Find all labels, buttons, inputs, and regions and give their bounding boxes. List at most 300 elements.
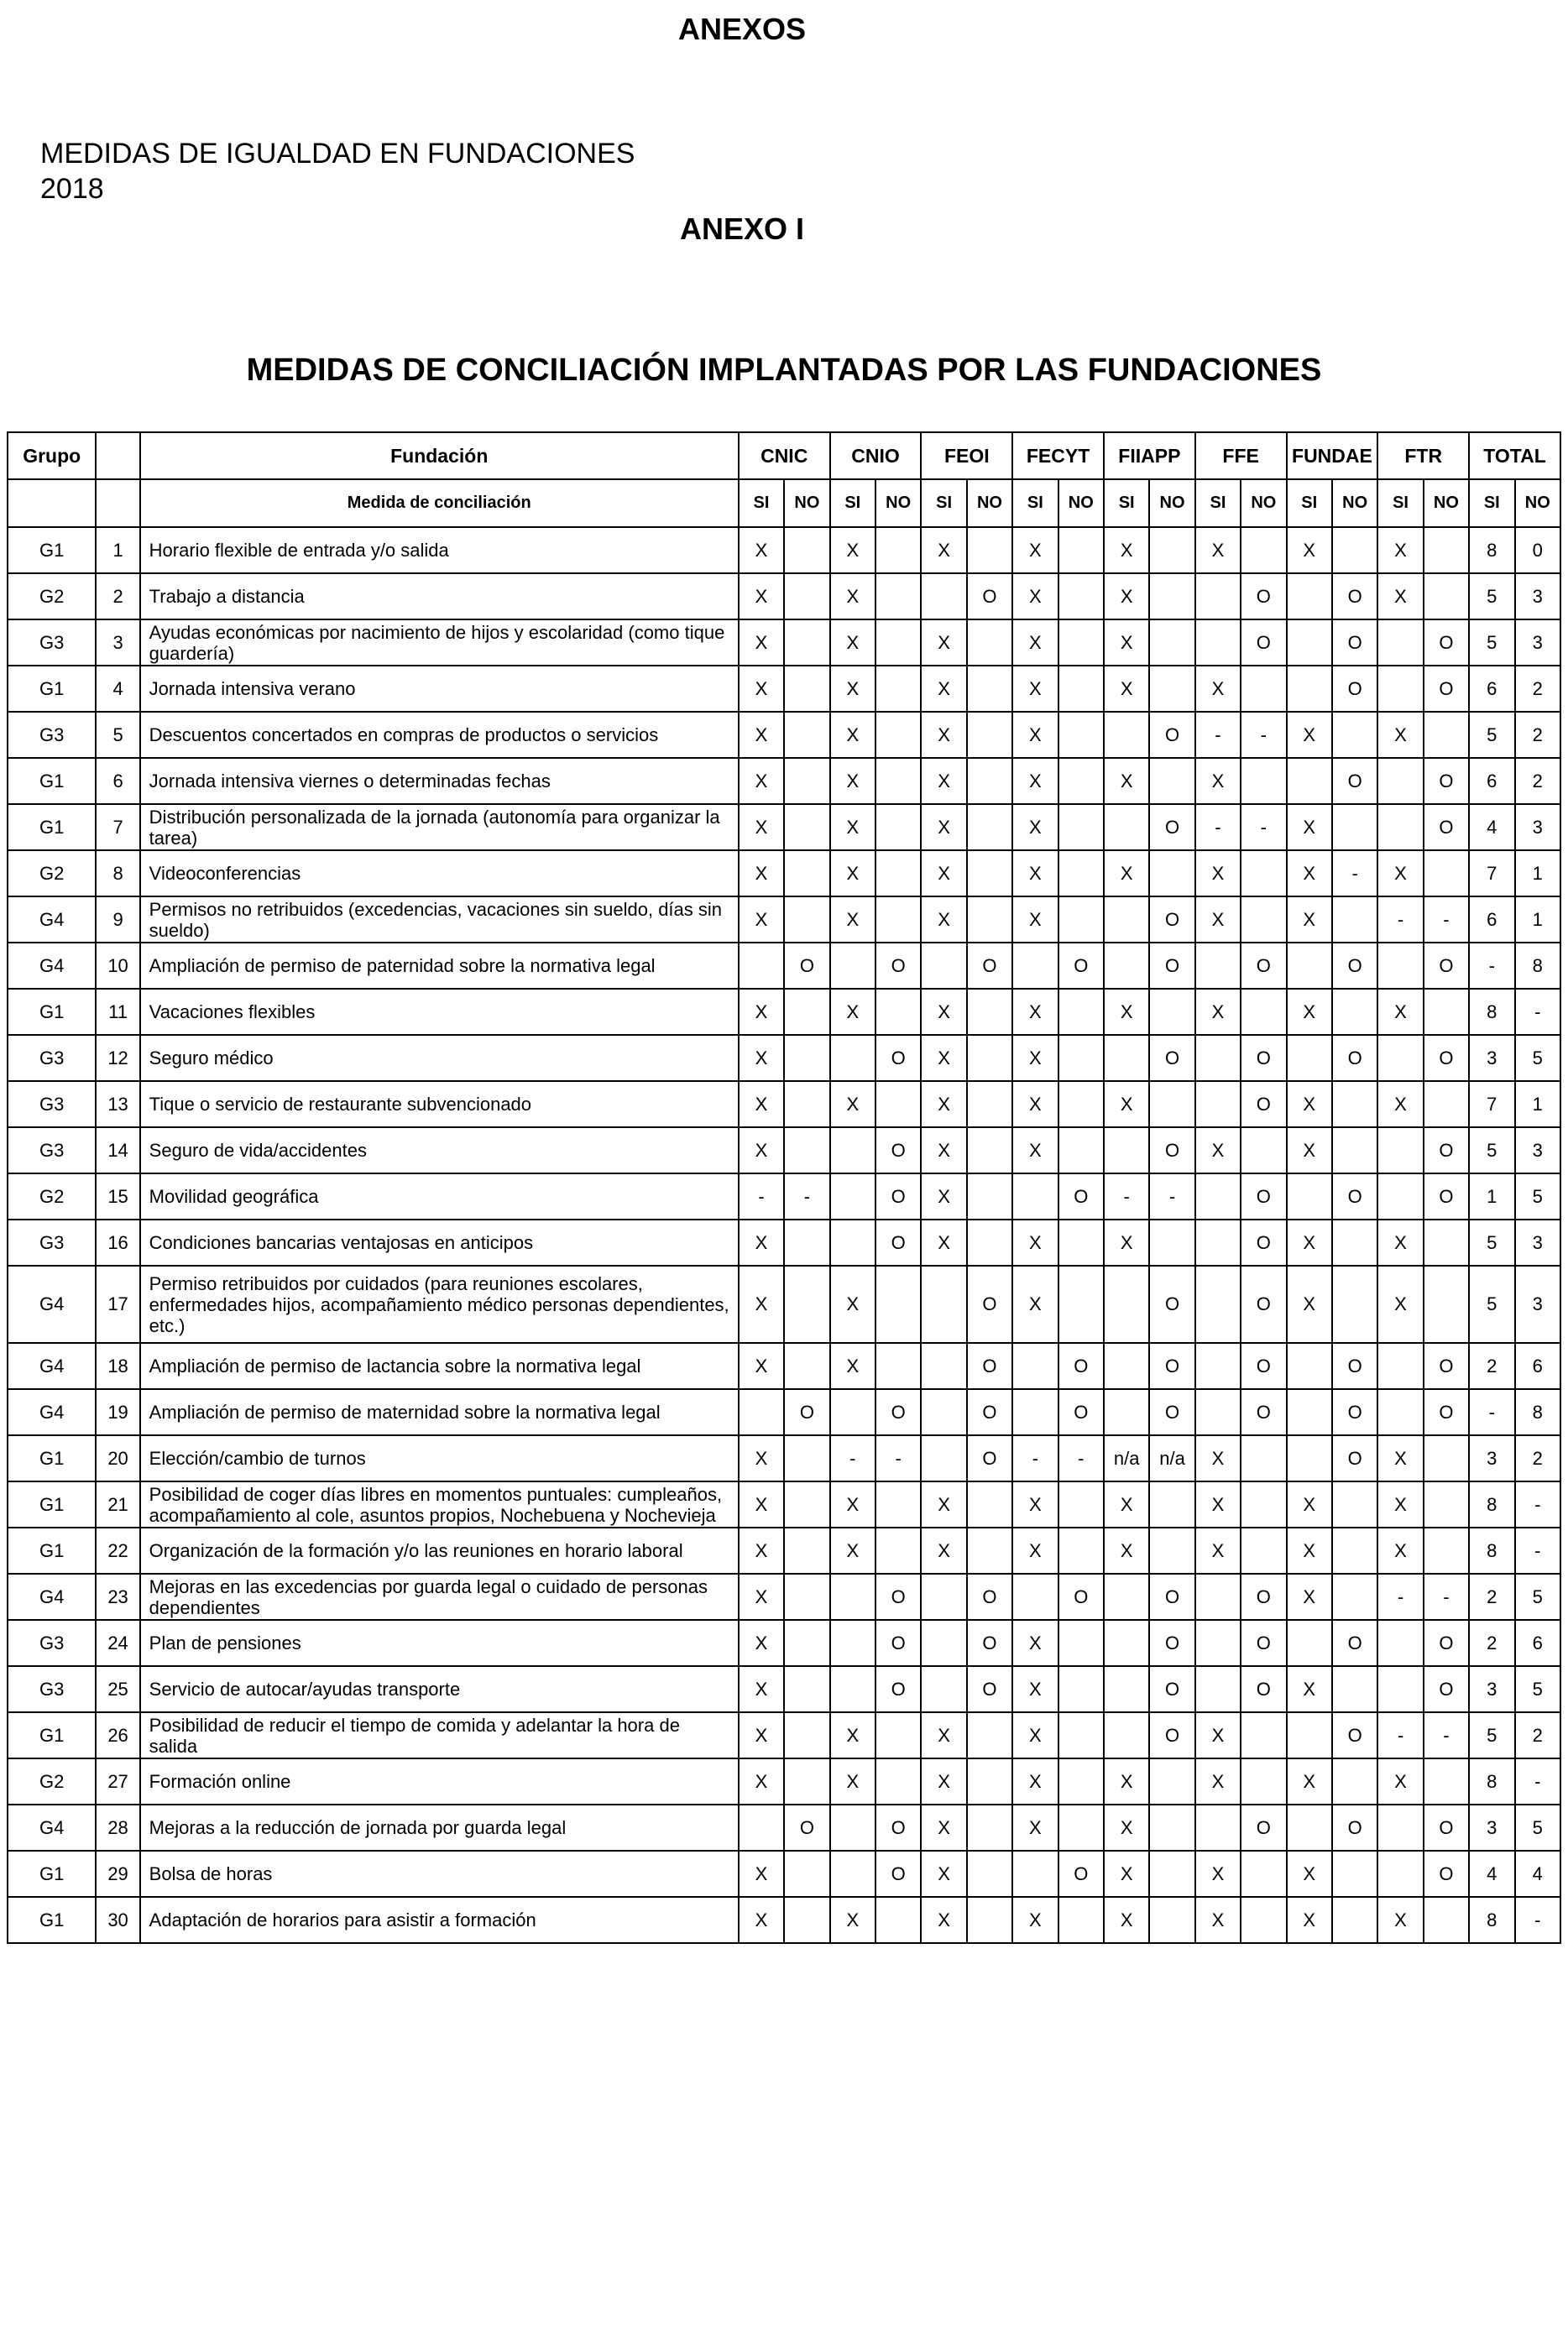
si-cell: X: [830, 1266, 875, 1343]
si-cell: [1195, 1220, 1241, 1266]
no-cell: O: [875, 1389, 921, 1435]
si-cell: [1104, 1389, 1149, 1435]
no-cell: 1: [1515, 896, 1561, 943]
measure-cell: Tique o servicio de restaurante subvencionado: [140, 1081, 739, 1127]
si-cell: X: [1012, 1712, 1058, 1758]
group-cell: G3: [8, 1127, 96, 1173]
number-cell: 16: [96, 1220, 139, 1266]
header-si: SI: [1287, 479, 1332, 527]
no-cell: [1149, 1481, 1194, 1528]
no-cell: 3: [1515, 1220, 1561, 1266]
no-cell: [1058, 712, 1104, 758]
no-cell: [875, 1528, 921, 1574]
si-cell: [1377, 1666, 1423, 1712]
si-cell: X: [1012, 1620, 1058, 1666]
no-cell: 3: [1515, 1127, 1561, 1173]
si-cell: [1104, 1620, 1149, 1666]
no-cell: O: [1058, 1173, 1104, 1220]
si-cell: X: [830, 1758, 875, 1805]
si-cell: X: [921, 1851, 966, 1897]
si-cell: X: [1377, 1081, 1423, 1127]
table-row: [8, 989, 1560, 1035]
measure-cell: Formación online: [140, 1758, 739, 1805]
si-cell: [1377, 1127, 1423, 1173]
table-row: [8, 1389, 1560, 1435]
si-cell: X: [1104, 1081, 1149, 1127]
si-cell: [830, 1127, 875, 1173]
si-cell: X: [1104, 989, 1149, 1035]
si-cell: X: [739, 1666, 784, 1712]
si-cell: [830, 1620, 875, 1666]
number-cell: 20: [96, 1435, 139, 1481]
no-cell: O: [1149, 896, 1194, 943]
header-no: NO: [1515, 479, 1561, 527]
no-cell: 5: [1515, 1035, 1561, 1081]
header-si: SI: [1377, 479, 1423, 527]
si-cell: X: [739, 1220, 784, 1266]
no-cell: [967, 758, 1012, 804]
si-cell: X: [739, 1574, 784, 1620]
si-cell: [739, 1805, 784, 1851]
table-row: [8, 896, 1560, 943]
no-cell: O: [1241, 619, 1286, 666]
si-cell: X: [1195, 758, 1241, 804]
no-cell: [784, 804, 829, 850]
group-cell: G4: [8, 1389, 96, 1435]
measure-cell: Movilidad geográfica: [140, 1173, 739, 1220]
si-cell: X: [1287, 1528, 1332, 1574]
measure-cell: Condiciones bancarias ventajosas en anticipos: [140, 1220, 739, 1266]
no-cell: O: [875, 1620, 921, 1666]
no-cell: -: [1241, 804, 1286, 850]
no-cell: [784, 1081, 829, 1127]
no-cell: [784, 712, 829, 758]
si-cell: X: [1104, 1220, 1149, 1266]
no-cell: 3: [1515, 804, 1561, 850]
si-cell: 8: [1469, 527, 1514, 573]
no-cell: [1058, 573, 1104, 619]
number-cell: 27: [96, 1758, 139, 1805]
no-cell: -: [1332, 850, 1377, 896]
number-cell: 25: [96, 1666, 139, 1712]
number-cell: 2: [96, 573, 139, 619]
si-cell: X: [1287, 1081, 1332, 1127]
si-cell: [921, 1620, 966, 1666]
si-cell: X: [1377, 1758, 1423, 1805]
si-cell: X: [739, 527, 784, 573]
no-cell: O: [1241, 1389, 1286, 1435]
no-cell: O: [1241, 1173, 1286, 1220]
si-cell: X: [739, 1851, 784, 1897]
no-cell: O: [967, 1666, 1012, 1712]
si-cell: -: [1469, 1389, 1514, 1435]
no-cell: [1058, 896, 1104, 943]
si-cell: X: [1195, 1435, 1241, 1481]
measure-cell: Videoconferencias: [140, 850, 739, 896]
si-cell: X: [1377, 1435, 1423, 1481]
si-cell: 5: [1469, 573, 1514, 619]
no-cell: [784, 758, 829, 804]
no-cell: [1149, 1851, 1194, 1897]
si-cell: X: [1195, 1712, 1241, 1758]
table-row: [8, 1266, 1560, 1343]
si-cell: X: [921, 1220, 966, 1266]
header-si: SI: [921, 479, 966, 527]
no-cell: [784, 1851, 829, 1897]
subtitle-year: 2018: [40, 173, 104, 205]
header-si: SI: [1012, 479, 1058, 527]
no-cell: O: [1241, 1220, 1286, 1266]
si-cell: X: [830, 1481, 875, 1528]
no-cell: [1424, 712, 1469, 758]
si-cell: [1377, 1035, 1423, 1081]
si-cell: 5: [1469, 619, 1514, 666]
no-cell: [1149, 758, 1194, 804]
si-cell: 8: [1469, 1481, 1514, 1528]
no-cell: [875, 1481, 921, 1528]
table-row: [8, 1897, 1560, 1943]
no-cell: [875, 1081, 921, 1127]
number-cell: 17: [96, 1266, 139, 1343]
si-cell: [1287, 1035, 1332, 1081]
si-cell: X: [830, 573, 875, 619]
no-cell: O: [967, 1435, 1012, 1481]
header-no: NO: [1241, 479, 1286, 527]
group-cell: G3: [8, 619, 96, 666]
no-cell: O: [967, 1389, 1012, 1435]
si-cell: X: [1104, 1805, 1149, 1851]
si-cell: [1287, 758, 1332, 804]
number-cell: 8: [96, 850, 139, 896]
si-cell: 3: [1469, 1805, 1514, 1851]
table-row: [8, 1528, 1560, 1574]
no-cell: [967, 1897, 1012, 1943]
no-cell: O: [1332, 666, 1377, 712]
no-cell: [1332, 804, 1377, 850]
no-cell: [1058, 1220, 1104, 1266]
measure-cell: Jornada intensiva viernes o determinadas fechas: [140, 758, 739, 804]
no-cell: [875, 758, 921, 804]
si-cell: X: [830, 666, 875, 712]
no-cell: [1058, 619, 1104, 666]
si-cell: X: [739, 1712, 784, 1758]
no-cell: 2: [1515, 1435, 1561, 1481]
si-cell: X: [921, 1035, 966, 1081]
si-cell: [1195, 619, 1241, 666]
si-cell: [1287, 666, 1332, 712]
table-row: [8, 1343, 1560, 1389]
no-cell: [1424, 1435, 1469, 1481]
no-cell: [875, 1712, 921, 1758]
si-cell: X: [1287, 1127, 1332, 1173]
no-cell: 5: [1515, 1173, 1561, 1220]
no-cell: [875, 619, 921, 666]
si-cell: [1377, 1173, 1423, 1220]
si-cell: X: [1012, 1220, 1058, 1266]
no-cell: [1149, 619, 1194, 666]
group-cell: G1: [8, 1851, 96, 1897]
measure-cell: Organización de la formación y/o las reuniones en horario laboral: [140, 1528, 739, 1574]
si-cell: X: [739, 1081, 784, 1127]
no-cell: [784, 1758, 829, 1805]
no-cell: [1424, 1897, 1469, 1943]
header-si: SI: [830, 479, 875, 527]
no-cell: O: [1332, 1712, 1377, 1758]
si-cell: [1195, 1266, 1241, 1343]
no-cell: 3: [1515, 573, 1561, 619]
si-cell: [1287, 1173, 1332, 1220]
no-cell: O: [1332, 1035, 1377, 1081]
header-measure: Medida de conciliación: [140, 479, 739, 527]
si-cell: [739, 1389, 784, 1435]
no-cell: [784, 619, 829, 666]
si-cell: X: [1012, 573, 1058, 619]
si-cell: [1104, 1666, 1149, 1712]
no-cell: [1241, 1127, 1286, 1173]
no-cell: O: [1332, 1343, 1377, 1389]
no-cell: [875, 573, 921, 619]
si-cell: X: [1104, 619, 1149, 666]
no-cell: -: [1058, 1435, 1104, 1481]
si-cell: X: [1012, 1081, 1058, 1127]
no-cell: [784, 1127, 829, 1173]
no-cell: O: [784, 1805, 829, 1851]
no-cell: [1058, 1620, 1104, 1666]
group-cell: G1: [8, 989, 96, 1035]
si-cell: X: [1287, 527, 1332, 573]
si-cell: [1104, 712, 1149, 758]
header-no: NO: [1332, 479, 1377, 527]
no-cell: O: [1149, 1620, 1194, 1666]
no-cell: [1332, 1574, 1377, 1620]
no-cell: [967, 712, 1012, 758]
group-cell: G2: [8, 1758, 96, 1805]
no-cell: [1424, 1481, 1469, 1528]
measure-cell: Plan de pensiones: [140, 1620, 739, 1666]
no-cell: [875, 666, 921, 712]
si-cell: X: [830, 896, 875, 943]
si-cell: X: [830, 1528, 875, 1574]
si-cell: X: [739, 850, 784, 896]
group-cell: G4: [8, 1574, 96, 1620]
si-cell: X: [739, 1481, 784, 1528]
si-cell: X: [921, 712, 966, 758]
measure-cell: Seguro de vida/accidentes: [140, 1127, 739, 1173]
no-cell: -: [875, 1435, 921, 1481]
group-cell: G2: [8, 1173, 96, 1220]
si-cell: X: [1287, 1758, 1332, 1805]
no-cell: O: [875, 1035, 921, 1081]
no-cell: O: [1058, 1389, 1104, 1435]
si-cell: X: [1287, 1897, 1332, 1943]
si-cell: X: [830, 1712, 875, 1758]
si-cell: [1377, 1620, 1423, 1666]
no-cell: [1332, 712, 1377, 758]
no-cell: O: [1149, 1266, 1194, 1343]
no-cell: [784, 1220, 829, 1266]
number-cell: 7: [96, 804, 139, 850]
si-cell: [1287, 1620, 1332, 1666]
si-cell: [830, 1389, 875, 1435]
group-cell: G3: [8, 1081, 96, 1127]
no-cell: O: [1424, 1389, 1469, 1435]
table-row: [8, 1758, 1560, 1805]
si-cell: X: [830, 619, 875, 666]
si-cell: X: [1012, 1266, 1058, 1343]
si-cell: X: [1195, 1897, 1241, 1943]
header-no: NO: [967, 479, 1012, 527]
no-cell: O: [1241, 1805, 1286, 1851]
table-row: [8, 850, 1560, 896]
si-cell: X: [739, 1528, 784, 1574]
table-row: [8, 527, 1560, 573]
no-cell: [1424, 1528, 1469, 1574]
group-cell: G4: [8, 1805, 96, 1851]
no-cell: [875, 1897, 921, 1943]
si-cell: 7: [1469, 850, 1514, 896]
si-cell: X: [921, 1897, 966, 1943]
si-cell: X: [1287, 804, 1332, 850]
no-cell: [967, 666, 1012, 712]
no-cell: [1424, 850, 1469, 896]
group-cell: G1: [8, 1435, 96, 1481]
si-cell: [921, 1343, 966, 1389]
group-cell: G1: [8, 758, 96, 804]
si-cell: X: [921, 1481, 966, 1528]
measure-cell: Vacaciones flexibles: [140, 989, 739, 1035]
table-row: [8, 1851, 1560, 1897]
group-cell: G2: [8, 850, 96, 896]
number-cell: 15: [96, 1173, 139, 1220]
document-subtitle: [40, 136, 635, 206]
si-cell: X: [921, 1173, 966, 1220]
si-cell: [830, 1035, 875, 1081]
si-cell: X: [1195, 1127, 1241, 1173]
no-cell: [1424, 1081, 1469, 1127]
si-cell: 6: [1469, 666, 1514, 712]
no-cell: [967, 1220, 1012, 1266]
no-cell: [1241, 758, 1286, 804]
si-cell: -: [830, 1435, 875, 1481]
table-row: [8, 1081, 1560, 1127]
table-row: [8, 1173, 1560, 1220]
si-cell: X: [1104, 1897, 1149, 1943]
si-cell: 4: [1469, 804, 1514, 850]
no-cell: [1149, 1528, 1194, 1574]
si-cell: X: [739, 712, 784, 758]
si-cell: X: [1012, 804, 1058, 850]
group-cell: G3: [8, 712, 96, 758]
si-cell: [1012, 1389, 1058, 1435]
measure-cell: Jornada intensiva verano: [140, 666, 739, 712]
si-cell: X: [1195, 989, 1241, 1035]
no-cell: -: [1424, 1712, 1469, 1758]
table-row: [8, 1574, 1560, 1620]
group-cell: G2: [8, 573, 96, 619]
no-cell: O: [1241, 1035, 1286, 1081]
no-cell: [967, 1528, 1012, 1574]
measure-cell: Bolsa de horas: [140, 1851, 739, 1897]
header-no: NO: [1058, 479, 1104, 527]
measure-cell: Mejoras a la reducción de jornada por guarda legal: [140, 1805, 739, 1851]
measure-cell: Distribución personalizada de la jornada (autonomía para organizar la tarea): [140, 804, 739, 850]
no-cell: [1241, 1528, 1286, 1574]
section-title: MEDIDAS DE CONCILIACIÓN IMPLANTADAS POR LAS FUNDACIONES: [246, 353, 1322, 388]
header-no: NO: [784, 479, 829, 527]
no-cell: [784, 1897, 829, 1943]
si-cell: [921, 1389, 966, 1435]
no-cell: [1332, 1851, 1377, 1897]
group-cell: G3: [8, 1035, 96, 1081]
si-cell: X: [1377, 573, 1423, 619]
si-cell: X: [1287, 1666, 1332, 1712]
no-cell: O: [1424, 1035, 1469, 1081]
si-cell: 2: [1469, 1343, 1514, 1389]
no-cell: [875, 850, 921, 896]
no-cell: [1058, 1758, 1104, 1805]
si-cell: X: [1287, 1266, 1332, 1343]
group-cell: G1: [8, 1481, 96, 1528]
si-cell: [1287, 1343, 1332, 1389]
no-cell: 1: [1515, 1081, 1561, 1127]
group-cell: G3: [8, 1220, 96, 1266]
no-cell: O: [1241, 573, 1286, 619]
si-cell: X: [921, 619, 966, 666]
no-cell: -: [1424, 1574, 1469, 1620]
measure-cell: Ampliación de permiso de lactancia sobre la normativa legal: [140, 1343, 739, 1389]
si-cell: [1104, 1574, 1149, 1620]
group-cell: G1: [8, 1528, 96, 1574]
measure-cell: Ampliación de permiso de paternidad sobre la normativa legal: [140, 943, 739, 989]
no-cell: O: [875, 1805, 921, 1851]
no-cell: [1241, 1851, 1286, 1897]
si-cell: X: [1377, 712, 1423, 758]
no-cell: [967, 1758, 1012, 1805]
no-cell: [967, 1173, 1012, 1220]
no-cell: [784, 989, 829, 1035]
si-cell: X: [739, 1127, 784, 1173]
si-cell: X: [1012, 666, 1058, 712]
si-cell: X: [1195, 1851, 1241, 1897]
no-cell: [1241, 1712, 1286, 1758]
si-cell: X: [921, 1758, 966, 1805]
si-cell: 6: [1469, 758, 1514, 804]
no-cell: [1149, 1220, 1194, 1266]
no-cell: -: [1515, 989, 1561, 1035]
header-foundation-fiiapp: FIIAPP: [1104, 432, 1195, 479]
measure-cell: Servicio de autocar/ayudas transporte: [140, 1666, 739, 1712]
no-cell: 1: [1515, 850, 1561, 896]
no-cell: 2: [1515, 712, 1561, 758]
table-row: [8, 1435, 1560, 1481]
page-title: ANEXOS: [677, 12, 807, 46]
si-cell: X: [830, 1897, 875, 1943]
table-row: [8, 712, 1560, 758]
no-cell: O: [1424, 804, 1469, 850]
no-cell: [967, 989, 1012, 1035]
no-cell: O: [1149, 1035, 1194, 1081]
no-cell: O: [1424, 1805, 1469, 1851]
si-cell: [1104, 1127, 1149, 1173]
no-cell: [1332, 1897, 1377, 1943]
no-cell: -: [1515, 1528, 1561, 1574]
si-cell: X: [1104, 666, 1149, 712]
si-cell: 4: [1469, 1851, 1514, 1897]
si-cell: [1012, 1173, 1058, 1220]
no-cell: O: [784, 943, 829, 989]
si-cell: [1104, 1035, 1149, 1081]
number-cell: 9: [96, 896, 139, 943]
